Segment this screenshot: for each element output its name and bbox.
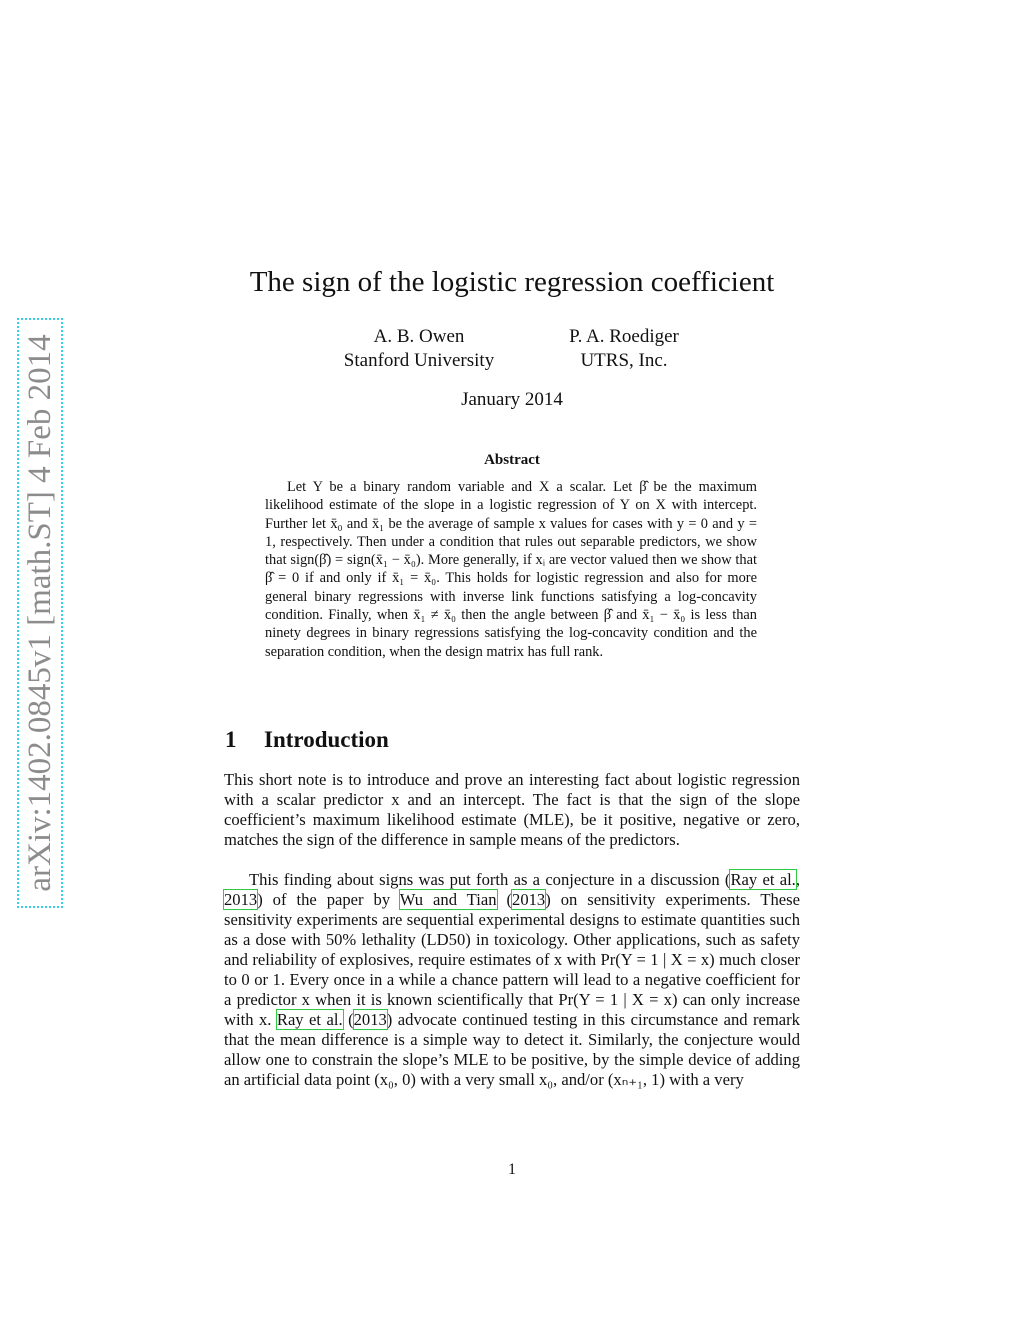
section-heading [225, 727, 389, 753]
citation-year-link[interactable]: 2013 [224, 890, 258, 909]
page-number: 1 [508, 1161, 516, 1178]
paper-title: The sign of the logistic regression coefficient [249, 266, 775, 298]
section-number: 1 [225, 727, 237, 752]
paragraph-text: ( [342, 1010, 354, 1029]
paper-date: January 2014 [461, 389, 563, 410]
paragraph-text: ) on sensitivity experiments. These sensitivity experiments are sequential experimental designs to estimate quantities such as a dose with 50% lethality (LD50) in toxicology. Other applications, such as safety and reliability of explosives, require estimates of x with Pr(Y = 1 | X = x) much closer to 0 or 1. Every once in a while a chance pattern will lead to a negative coefficient for a predictor x when it is known scientifically that Pr(Y = 1 | X = x) can only increase with x. [224, 890, 800, 1029]
citation-year-link[interactable]: 2013 [353, 1010, 387, 1029]
intro-paragraph-2 [224, 870, 800, 1090]
citation-link-wu-tian[interactable]: Wu and Tian [399, 890, 497, 909]
abstract-text: Let Y be a binary random variable and X a scalar. Let β̂ be the maximum likelihood estimate of the slope in a logistic regression of Y on X with intercept. Further let x̄₀ and x̄₁ be the average of sample x values for cases with y = 0 and y = 1, respectively. Then under a condition that rules out separable predictors, we show that sign(β̂) = sign(x̄₁ − x̄₀). More generally, if xᵢ are vector valued then we show that β̂ = 0 if and only if x̄₁ = x̄₀. This holds for logistic regression and also for more general binary regressions with inverse link functions satisfying a log-concavity condition. Finally, when x̄₁ ≠ x̄₀ then the angle between β̂ and x̄₁ − x̄₀ is less than ninety degrees in binary regressions satisfying the log-concavity condition and the separation condition, when the design matrix has full rank. [265, 479, 757, 660]
paragraph-text: ( [496, 890, 513, 909]
paragraph-text: , [795, 870, 800, 889]
paragraph-text: This finding about signs was put forth as a conjecture in a discussion ( [249, 870, 731, 889]
author-affiliation: Stanford University [343, 350, 495, 371]
author-name: A. B. Owen [373, 326, 465, 347]
paragraph-text: ) advocate continued testing in this circumstance and remark that the mean difference is a simple way to detect it. Similarly, the conjecture would allow one to constrain the slope’s MLE to be positive, by the simple device of adding an artificial data point (x₀, 0) with a very small x₀, and/or (xₙ₊₁, 1) with a very [224, 1010, 800, 1089]
author-affiliation: UTRS, Inc. [580, 350, 668, 371]
abstract-heading: Abstract [484, 452, 540, 468]
author-name: P. A. Roediger [569, 326, 679, 347]
paragraph-text: ) of the paper by [257, 890, 400, 909]
author-block-roediger [494, 325, 754, 373]
citation-link-ray[interactable]: Ray et al. [276, 1010, 343, 1029]
section-title: Introduction [264, 727, 389, 752]
arxiv-identifier: arXiv:1402.0845v1 [math.ST] 4 Feb 2014 [22, 334, 58, 892]
citation-link-ray[interactable]: Ray et al. [730, 870, 796, 889]
citation-year-link[interactable]: 2013 [512, 890, 546, 909]
intro-paragraph-1: This short note is to introduce and prove an interesting fact about logistic regression with a scalar predictor x and an intercept. The fact is that the sign of the slope coefficient’s maximum likelihood estimate (MLE), be it positive, negative or zero, matches the sign of the difference in sample means of the predictors. [224, 770, 800, 849]
